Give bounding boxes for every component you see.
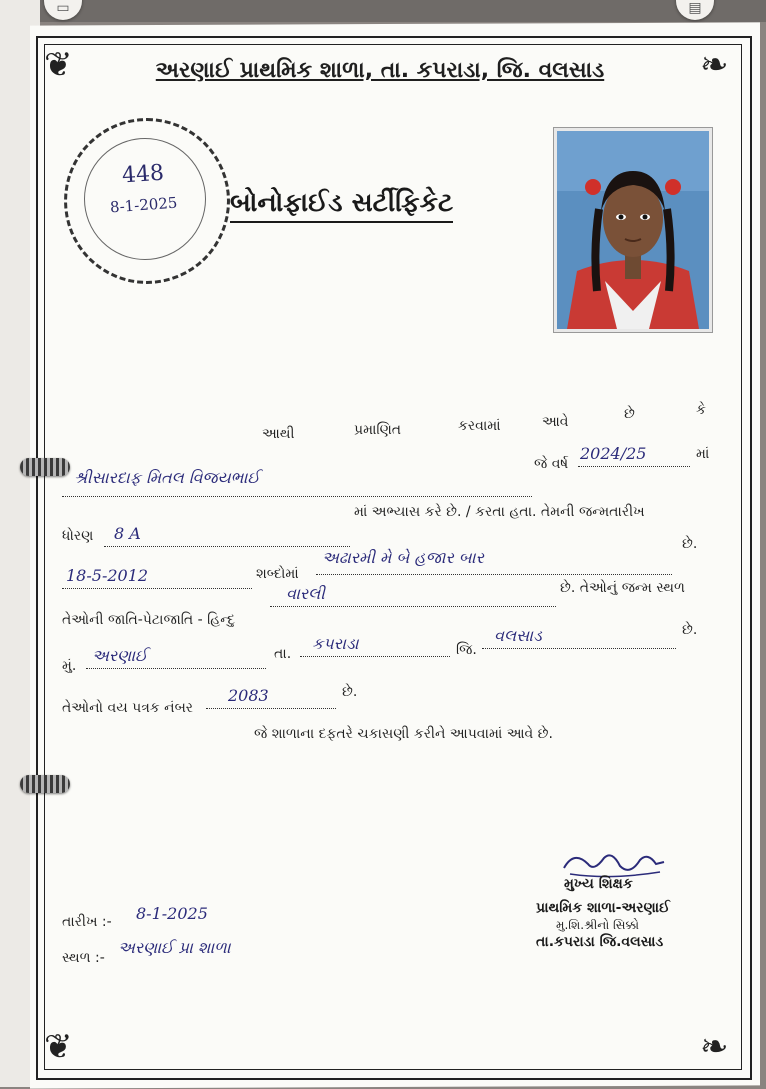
caste-label: તેઓની જાતિ-પેટાજાતિ - હિન્દુ: [62, 612, 236, 628]
school-header: અરણાઈ પ્રાથમિક શાળા, તા. કપરાડા, જિ. વલસાડ: [155, 58, 605, 83]
taluka-label: તા.: [274, 646, 292, 662]
birth-date-words: અઢારમી મે બે હજાર બાર: [322, 548, 484, 567]
caste-value: વારલી: [286, 584, 325, 603]
student-photo: [554, 128, 712, 332]
year-line: [578, 466, 690, 467]
reader-icon: ▤: [688, 0, 702, 16]
words-label: શબ્દોમાં: [256, 566, 299, 582]
signature-seal-line: મુ.શિ.શ્રીનો સિક્કો: [556, 918, 640, 932]
certify-word: છે: [624, 406, 635, 422]
place-label: સ્થળ :-: [62, 950, 105, 966]
certify-word: કરવામાં: [458, 418, 501, 434]
birthplace-text: છે. તેઓનું જન્મ સ્થળ: [560, 580, 685, 596]
corner-ornament-icon: ❧: [700, 45, 729, 85]
taluka-value: કપરાડા: [312, 634, 359, 653]
issue-date: 8-1-2025: [136, 904, 208, 923]
village-line: [86, 668, 266, 669]
signature-role: મુખ્ય શિક્ષક: [564, 876, 633, 892]
stamp-date: 8-1-2025: [109, 193, 178, 217]
issue-place: અરણાઈ પ્રા શાળા: [118, 938, 231, 957]
standard-value: 8 A: [114, 524, 141, 543]
certify-word: પ્રમાણિત: [354, 422, 402, 438]
che-text: છે.: [342, 684, 358, 700]
academic-year: 2024/25: [580, 444, 647, 463]
corner-ornament-icon: ❦: [44, 1027, 73, 1067]
che-text: છે.: [682, 536, 698, 552]
student-photo-image: [557, 131, 709, 329]
register-number: 2083: [228, 686, 269, 705]
verification-text: જે શાળાના દફતરે ચકાસણી કરીને આપવામાં આવે છે.: [254, 726, 553, 742]
standard-label: ધોરણ: [62, 528, 94, 544]
date-label: તારીખ :-: [62, 914, 112, 930]
book-icon: ▭: [56, 0, 70, 16]
study-text: માં અભ્યાસ કરે છે. / કરતા હતા. તેમની જન્મતારીખ: [354, 504, 645, 520]
register-line: [206, 708, 336, 709]
certify-word: આવે: [542, 414, 569, 430]
birth-date-line: [62, 588, 252, 589]
name-line: [62, 496, 532, 497]
district-line: [482, 648, 676, 649]
certificate-title: બોનોફાઈડ સર્ટીફિકેટ: [230, 188, 453, 223]
birth-words-line: [316, 574, 672, 575]
village-label: મું.: [62, 658, 77, 674]
che-text: છે.: [682, 622, 698, 638]
corner-ornament-icon: ❦: [44, 45, 73, 85]
signature-school: પ્રાથમિક શાળા-અરણાઈ: [536, 900, 670, 916]
district-value: વલસાડ: [494, 626, 542, 645]
maa-text: માં: [696, 446, 710, 462]
corner-ornament-icon: ❧: [700, 1027, 729, 1067]
village-value: અરણાઈ: [92, 646, 148, 665]
certify-word: કે: [696, 402, 706, 418]
binder-ring: [20, 458, 70, 476]
register-label: તેઓનો વય પત્રક નંબર: [62, 700, 194, 716]
taluka-line: [300, 656, 450, 657]
standard-line: [104, 546, 350, 547]
year-label: જે વર્ષ: [534, 456, 569, 472]
caste-line: [270, 606, 556, 607]
birth-date: 18-5-2012: [66, 566, 149, 585]
student-name: શ્રીસારદાફ મિતલ વિજયભાઈ: [74, 468, 260, 487]
binder-ring: [20, 775, 70, 793]
signature-taluka: તા.કપરાડા જિ.વલસાડ: [536, 934, 664, 950]
stamp-number: 448: [121, 160, 165, 189]
certify-word: આથી: [262, 426, 295, 442]
top-bar: [0, 0, 766, 22]
district-label: જિ.: [456, 642, 477, 658]
